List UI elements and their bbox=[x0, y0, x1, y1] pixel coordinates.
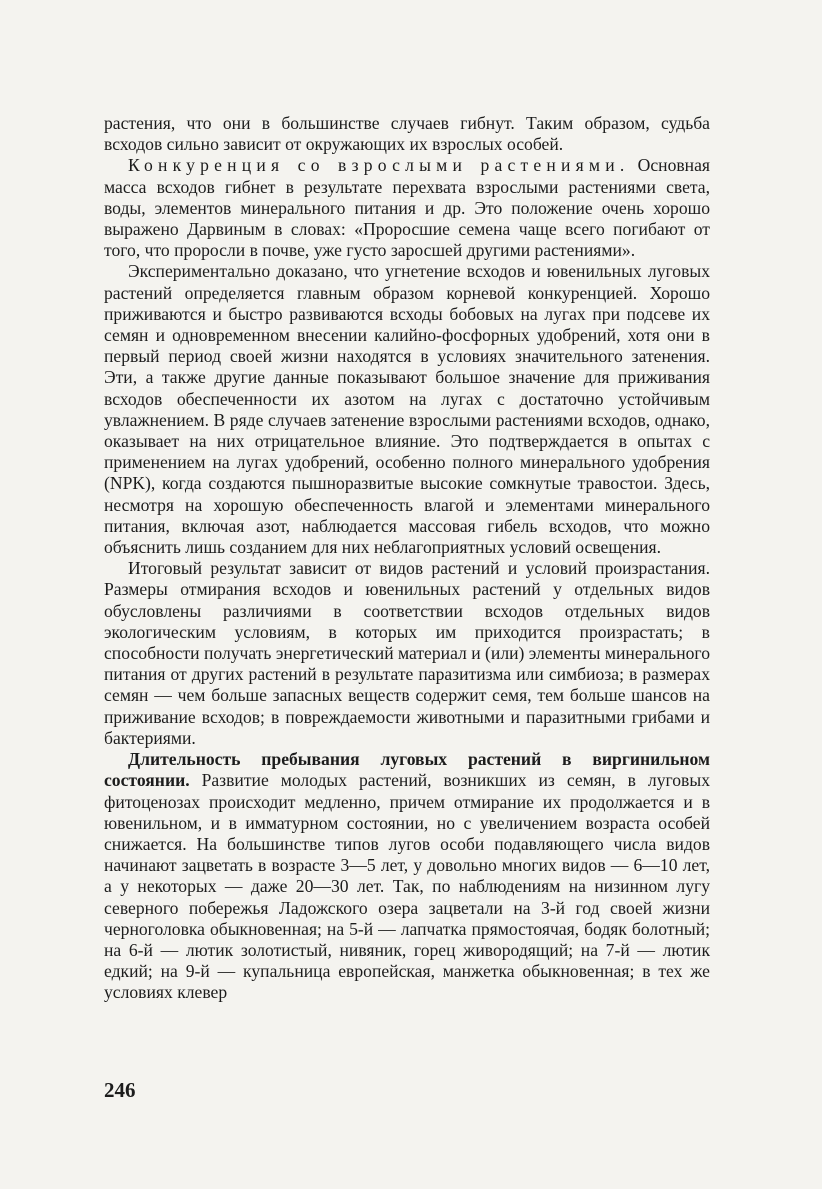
paragraph: растения, что они в большинстве случаев гибнут. Таким образом, судьба всходов сильно зависит от окружающих их взрослых особей. bbox=[104, 113, 710, 155]
section-heading: Длительность пребывания луговых растений в виргинильном состоянии. bbox=[104, 749, 710, 791]
paragraph: Длительность пребывания луговых растений в виргинильном состоянии. Развитие молодых растений, возникших из семян, в луговых фитоценозах происходит медленно, причем отмирание их продолжается и в ювенильном, и в имматурном состоянии, но с увеличением возраста особей снижается. На большинстве типов лугов особи подавляющего числа видов начинают зацветать в возрасте 3—5 лет, у довольно многих видов — 6—10 лет, а у некоторых — даже 20—30 лет. Так, по наблюдениям на низинном лугу северного побережья Ладожского озера зацветали на 3-й год своей жизни черноголовка обыкновенная; на 5-й — лапчатка прямостоячая, бодяк болотный; на 6-й — лютик золотистый, нивяник, горец живородящий; на 7-й — лютик едкий; на 9-й — купальница европейская, манжетка обыкновенная; в тех же условиях клевер bbox=[104, 749, 710, 1003]
paragraph: Конкуренция со взрослыми растениями. Основная масса всходов гибнет в результате перехвата взрослыми растениями света, воды, элементов минерального питания и др. Это положение очень хорошо выражено Дарвиным в словах: «Проросшие семена чаще всего погибают от того, что проросли в почве, уже густо заросшей другими растениями». bbox=[104, 155, 710, 261]
paragraph: Итоговый результат зависит от видов растений и условий произрастания. Размеры отмирания всходов и ювенильных растений у отдельных видов обусловлены различиями в соответствии всходов отдельных видов экологическим условиям, в которых им приходится произрастать; в способности получать энергетический материал и (или) элементы минерального питания от других растений в результате паразитизма или симбиоза; в размерах семян — чем больше запасных веществ содержит семя, тем больше шансов на приживание всходов; в повреждаемости животными и паразитными грибами и бактериями. bbox=[104, 558, 710, 748]
body-text bbox=[104, 113, 710, 1004]
paragraph: Экспериментально доказано, что угнетение всходов и ювенильных луговых растений определяется главным образом корневой конкуренцией. Хорошо приживаются и быстро развиваются всходы бобовых на лугах при подсеве их семян и одновременном внесении калийно-фосфорных удобрений, хотя они в первый период своей жизни находятся в условиях значительного затенения. Эти, а также другие данные показывают большое значение для приживания всходов обеспеченности их азотом на лугах с достаточно устойчивым увлажнением. В ряде случаев затенение взрослыми растениями всходов, однако, оказывает на них отрицательное влияние. Это подтверждается в опытах с применением на лугах удобрений, особенно полного минерального удобрения (NPK), когда создаются пышноразвитые высокие сомкнутые травостои. Здесь, несмотря на хорошую обеспеченность влагой и элементами минерального питания, включая азот, наблюдается массовая гибель всходов, что можно объяснить лишь созданием для них неблагоприятных условий освещения. bbox=[104, 261, 710, 558]
section-heading: Конкуренция со взрослыми растениями. bbox=[128, 155, 630, 176]
page-number: 246 bbox=[104, 1078, 136, 1102]
